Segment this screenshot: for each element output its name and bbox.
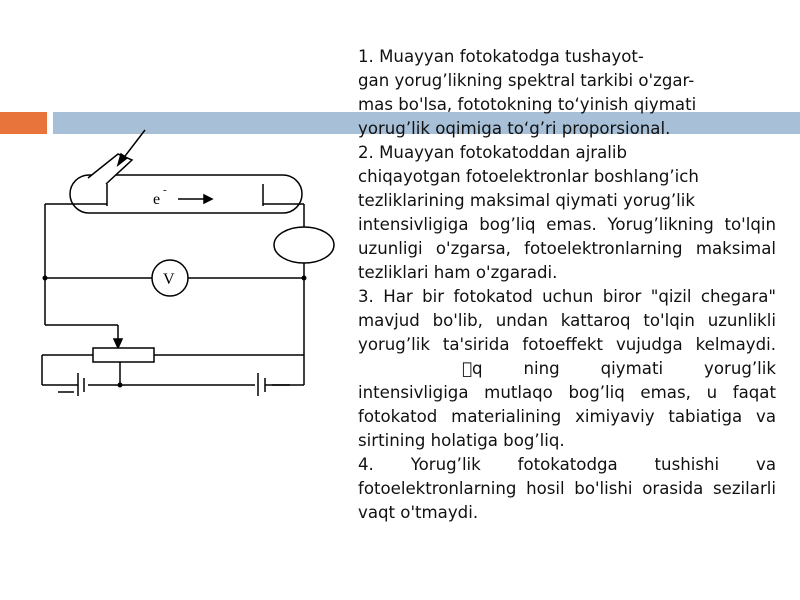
statement-1 bbox=[358, 45, 776, 141]
slider-arrow-head bbox=[114, 339, 122, 348]
light-arrow bbox=[122, 130, 145, 160]
statement-1-line: mas bo'lsa, fototokning to‘yinish qiymati bbox=[358, 95, 697, 114]
statement-2-line: tezliklarining maksimal qiymati yorug’lik bbox=[358, 191, 695, 210]
statement-1-line: yorug’lik oqimiga to‘g’ri proporsional. bbox=[358, 119, 671, 138]
slide-text bbox=[358, 45, 776, 525]
statement-3-part-b: q ning qiymati yorug’lik intensivligiga mutlaqo bog’liq emas, u faqat fotokatod materialining ximiyaviy tabiatiga va sirtining holatiga bog’liq. bbox=[358, 359, 776, 450]
junction-dot bbox=[118, 383, 123, 388]
statement-3-part-a: 3. Har bir fotokatod uchun biror "qizil chegara" mavjud bo'lib, undan kattaroq to'lqin uzunlikli yorug’lik ta'sirida fotoeffekt vujudga kelmaydi. bbox=[358, 287, 776, 354]
statement-2-line: 2. Muayyan fotokatoddan ajralib bbox=[358, 143, 628, 162]
statement-2-rest: intensivligiga bog’liq emas. Yorug’likning to'lqin uzunligi o'zgarsa, fotoelektronlarning maksimal tezliklari ham o'zgaradi. bbox=[358, 215, 776, 282]
missing-glyph-symbol:   bbox=[462, 359, 472, 378]
junction-dot bbox=[302, 276, 307, 281]
statement-1-line: gan yorug’likning spektral tarkibi o'zgar- bbox=[358, 71, 695, 90]
statement-2-line: chiqayotgan fotoelektronlar boshlang’ich bbox=[358, 167, 699, 186]
junction-dot bbox=[43, 276, 48, 281]
statement-1-line: 1. Muayyan fotokatodga tushayot- bbox=[358, 47, 644, 66]
statement-2 bbox=[358, 141, 776, 285]
electron-charge: - bbox=[163, 184, 167, 196]
photoeffect-circuit-diagram bbox=[0, 120, 350, 410]
rheostat bbox=[93, 348, 154, 362]
electron-label: e bbox=[153, 191, 161, 208]
statement-3 bbox=[358, 285, 776, 453]
voltmeter-label: V bbox=[163, 271, 175, 288]
statement-4: 4. Yorug’lik fotokatodga tushishi va fotoelektronlarning hosil bo'lishi orasida sezilarli vaqt o'tmaydi. bbox=[358, 455, 776, 522]
ammeter bbox=[274, 227, 334, 263]
